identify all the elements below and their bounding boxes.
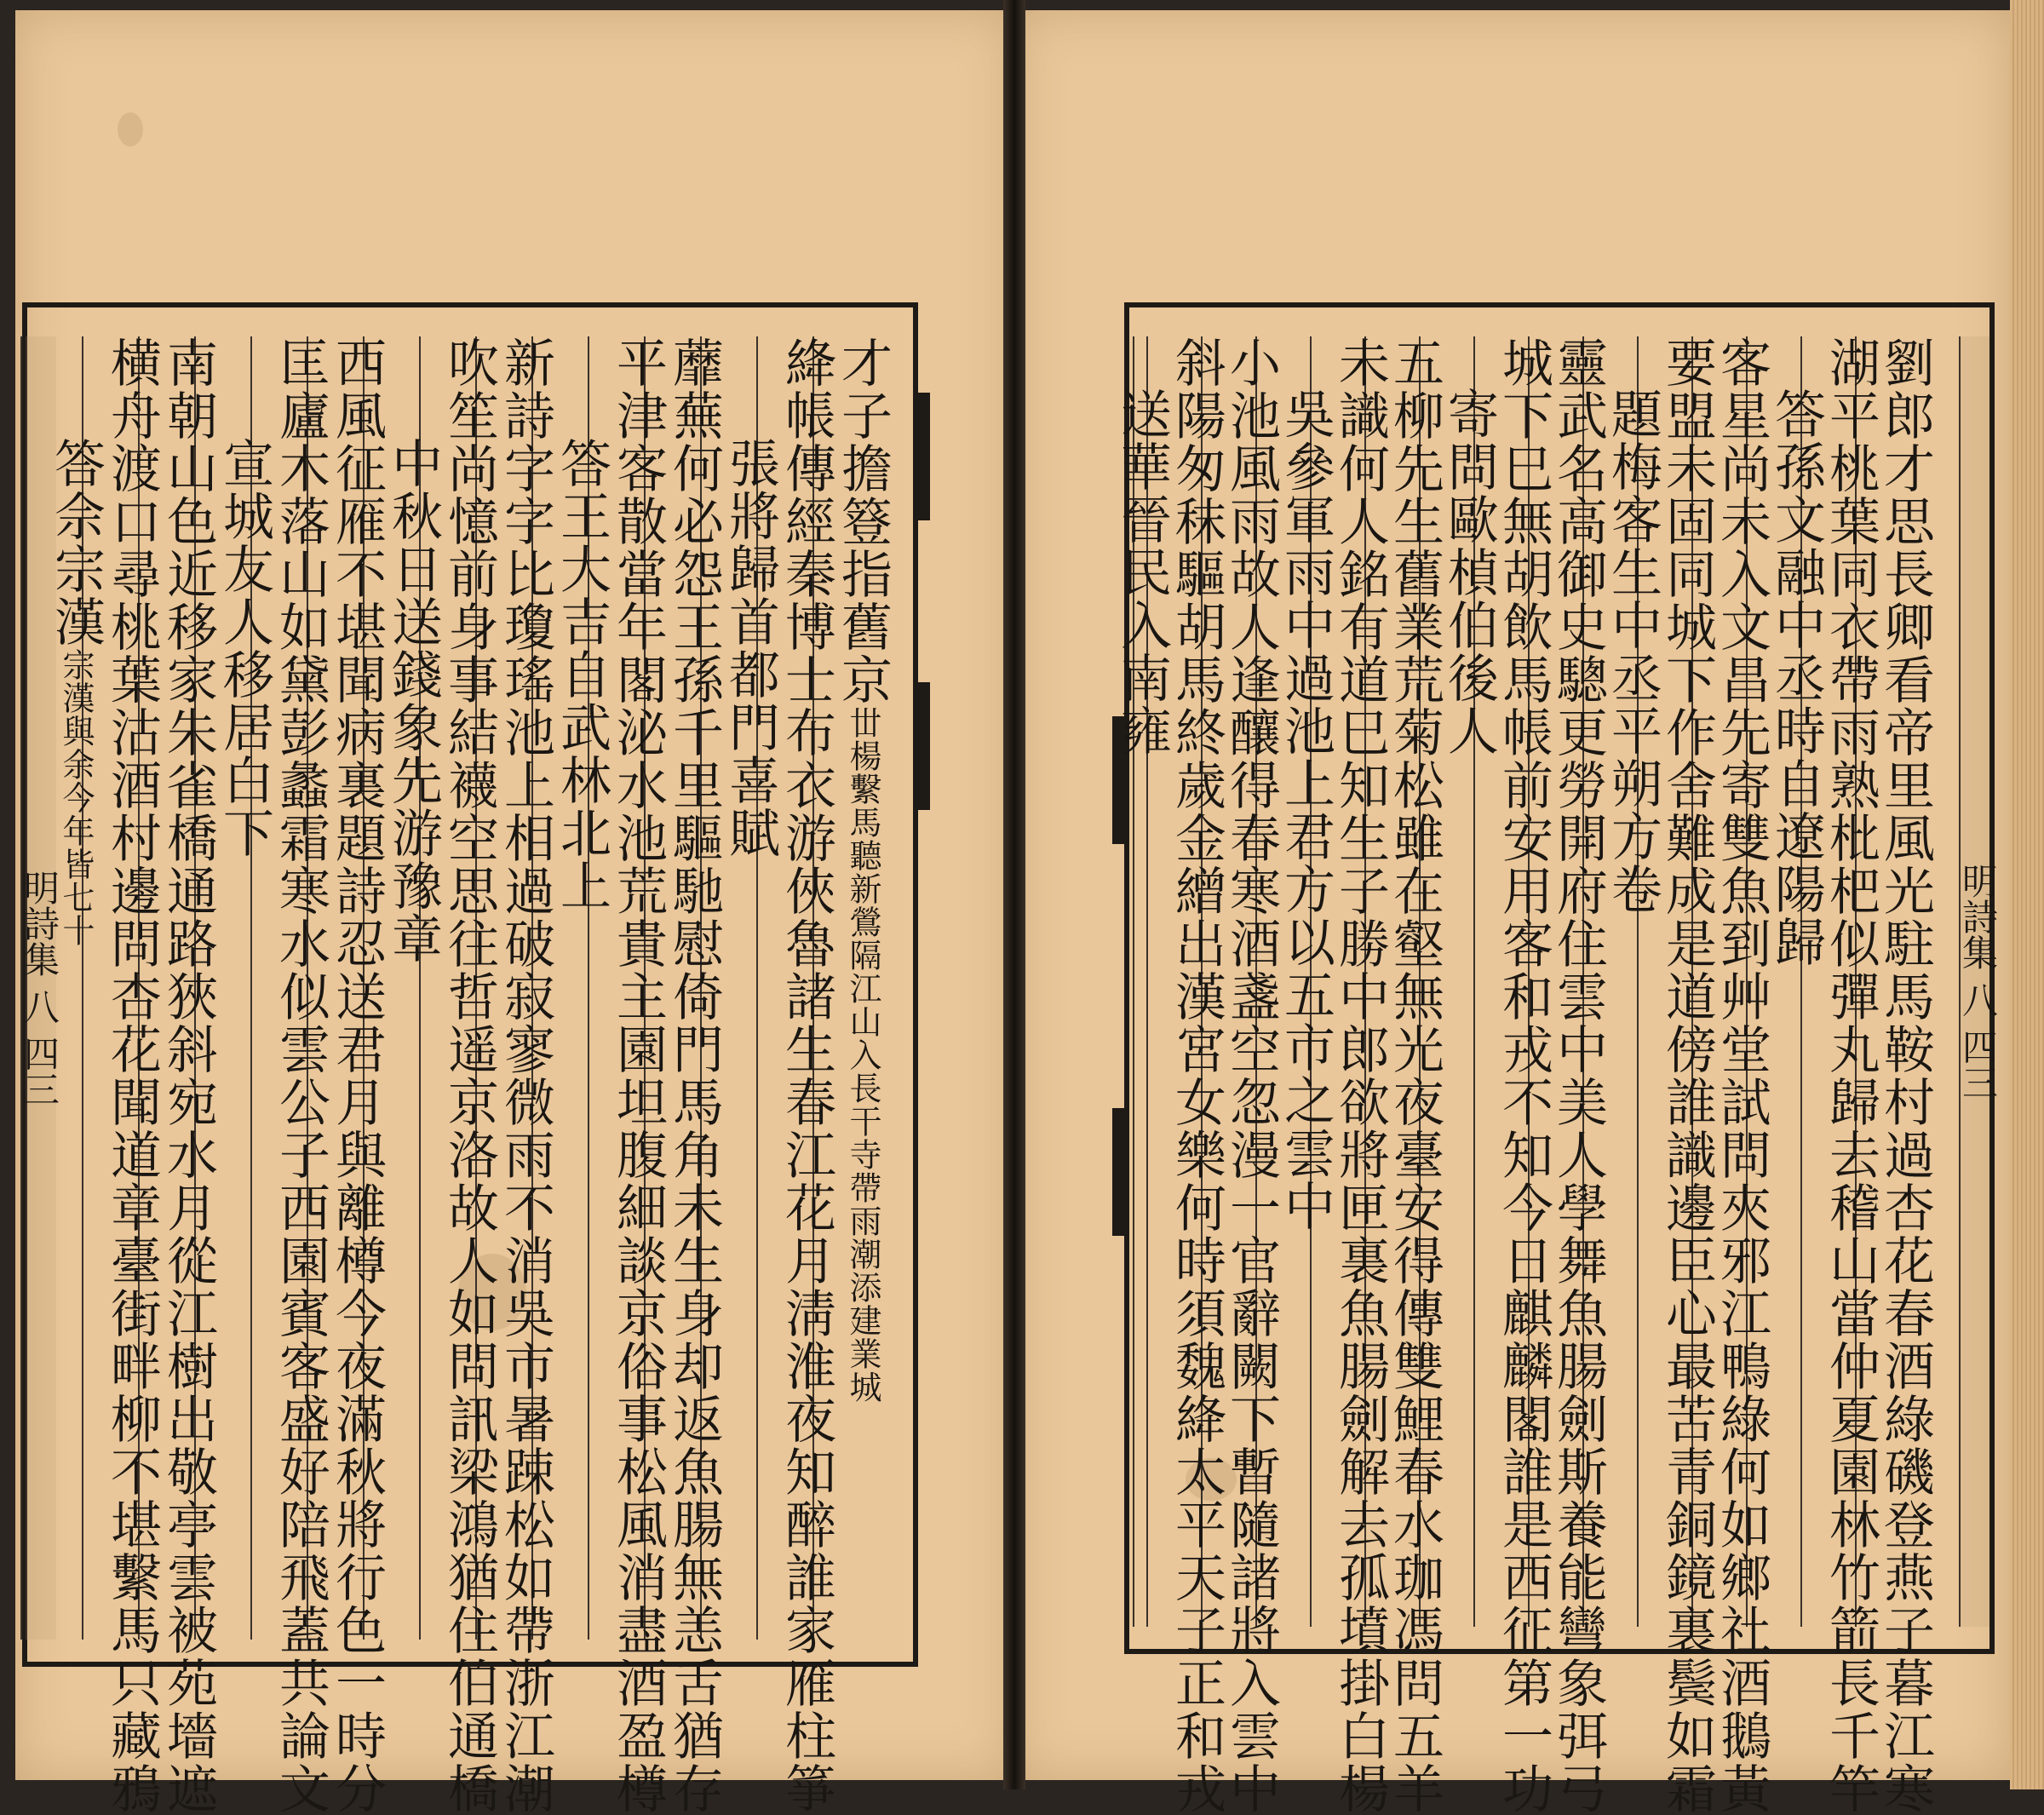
fish-tail-mark: [918, 393, 930, 520]
poem-title: 答王大吉自武林北上: [531, 336, 632, 1640]
poem-title: 吳參軍雨中過池上君方以五市之雲中: [1255, 336, 1356, 1627]
text-column: 南朝山色近移家朱雀橋通路狹斜宛水月從江樹出敬亭雲被苑墻遮: [138, 336, 238, 1640]
block-center-strip: [19, 336, 60, 1640]
poem-title: 題梅客生中丞平朔方卷: [1582, 336, 1683, 1627]
text-column: 匡廬木落山如黛彭蠡霜寒水似雲公子西園賓客盛好陪飛蓋共論文: [250, 336, 351, 1640]
poem-title: 宣城友人移居白下: [194, 336, 295, 1640]
text-column: 客星尚未入文昌先寄雙魚到艸堂試問夾邪江鴨綠何如鄉社酒鵝黃: [1691, 336, 1792, 1627]
interlinear-note: 丗楊繫馬聽新鶯隔江山入長干寺帶雨潮添建業城: [844, 706, 881, 1404]
interlinear-note: 宗漢與余今年皆七十: [57, 648, 95, 947]
text-column: 小池風雨故人逢釀得春寒酒盞空忽漫一官辭闕下暫隨諸將入雲中: [1201, 336, 1301, 1627]
volume-number: 八: [1957, 981, 1999, 1018]
text-column: 斜陽匆秣驅胡馬終歲金繒出漢宮女樂何時須魏絳太平天子正和戎: [1146, 336, 1247, 1627]
right-text-block: [1112, 302, 1999, 1815]
text-column: 横舟渡口尋桃葉沽酒村邊問杏花聞道章臺街畔柳不堪繫馬只藏鴉: [82, 336, 182, 1640]
book-title: 明詩集: [19, 869, 60, 977]
text-column: 靈武名高御史驄更勞開府住雲中美人學舞魚腸劍斯養能彎象弭弓: [1528, 336, 1628, 1627]
text-column: 城下巳無胡飲馬帳前安用客和戎不知今日麒麟閣誰是西征第一功: [1473, 336, 1574, 1627]
text-column: 湖平桃葉同衣帶雨熟枇杷似彈丸歸去稽山當仲夏園林竹箭長千竿: [1800, 336, 1901, 1627]
poem-title: 中秋日送錢象先游豫章: [363, 336, 463, 1640]
book-gutter: [1003, 0, 1025, 1789]
leaf-number: 四三: [19, 1035, 60, 1107]
text-column: 平津客散當年閣泌水池荒貴主園坦腹細談京俗事松風消盡酒盈樽: [588, 336, 688, 1640]
text-column: 絳帳傳經秦博士布衣游俠魯諸生春江花月淸淮夜知醉誰家雁柱箏: [756, 336, 857, 1640]
leaf-number: 四三: [1957, 1028, 1999, 1100]
poem-title: 答孫文融中丞時自遼陽歸: [1746, 336, 1846, 1627]
text-column: 西風征雁不堪聞病裏題詩忍送君月與離樽今夜滿秋將行色一時分: [307, 336, 407, 1640]
text-column: 蘼蕪何必怨王孫千里驅馳慰倚門馬角未生身却返魚腸無恙舌猶存: [644, 336, 744, 1640]
text-column: 劉郎才思長卿看帝里風光駐馬鞍村過杏花春酒綠磯登燕子暮江寒: [1855, 336, 1955, 1627]
fish-tail-mark: [918, 682, 930, 810]
fish-tail-mark: [1112, 1108, 1124, 1236]
page-fore-edge: [2010, 0, 2044, 1789]
text-column: 新詩字字比瓊瑤池上相過破寂寥微雨不消吳市暑踈松如帶浙江潮: [475, 336, 576, 1640]
left-text-block: [19, 302, 918, 1815]
poem-title: 答佘宗漢宗漢與余今年皆七十: [26, 336, 126, 1640]
block-center-strip: [1957, 336, 1999, 1627]
text-column: 吹笙尚憶前身事結襪空思往哲遥京洛故人如問訊梁鴻猶住伯通橋: [419, 336, 520, 1640]
poem-title: 張將歸首都門喜賦: [700, 336, 801, 1640]
poem-title: 送華晉民入南雍: [1133, 336, 1192, 1627]
volume-number: 八: [19, 988, 60, 1024]
book-title: 明詩集: [1957, 863, 1999, 971]
poem-title: 寄問歐楨伯後人: [1419, 336, 1519, 1627]
text-column: 要盟未固同城下作舍難成是道傍誰識邊臣心最苦青銅鏡裏鬓如霜: [1637, 336, 1737, 1627]
text-column: 五柳先生舊業荒菊松雖在壑無光夜臺安得傳雙鯉春水珈馮問五羊: [1364, 336, 1465, 1627]
text-column: 才子擔簦指舊京丗楊繫馬聽新鶯隔江山入長干寺帶雨潮添建業城: [812, 336, 913, 1640]
text-column: 未識何人銘有道巳知生子勝中郎欲將匣裏魚腸劍解去孤墳掛白楊: [1310, 336, 1410, 1627]
